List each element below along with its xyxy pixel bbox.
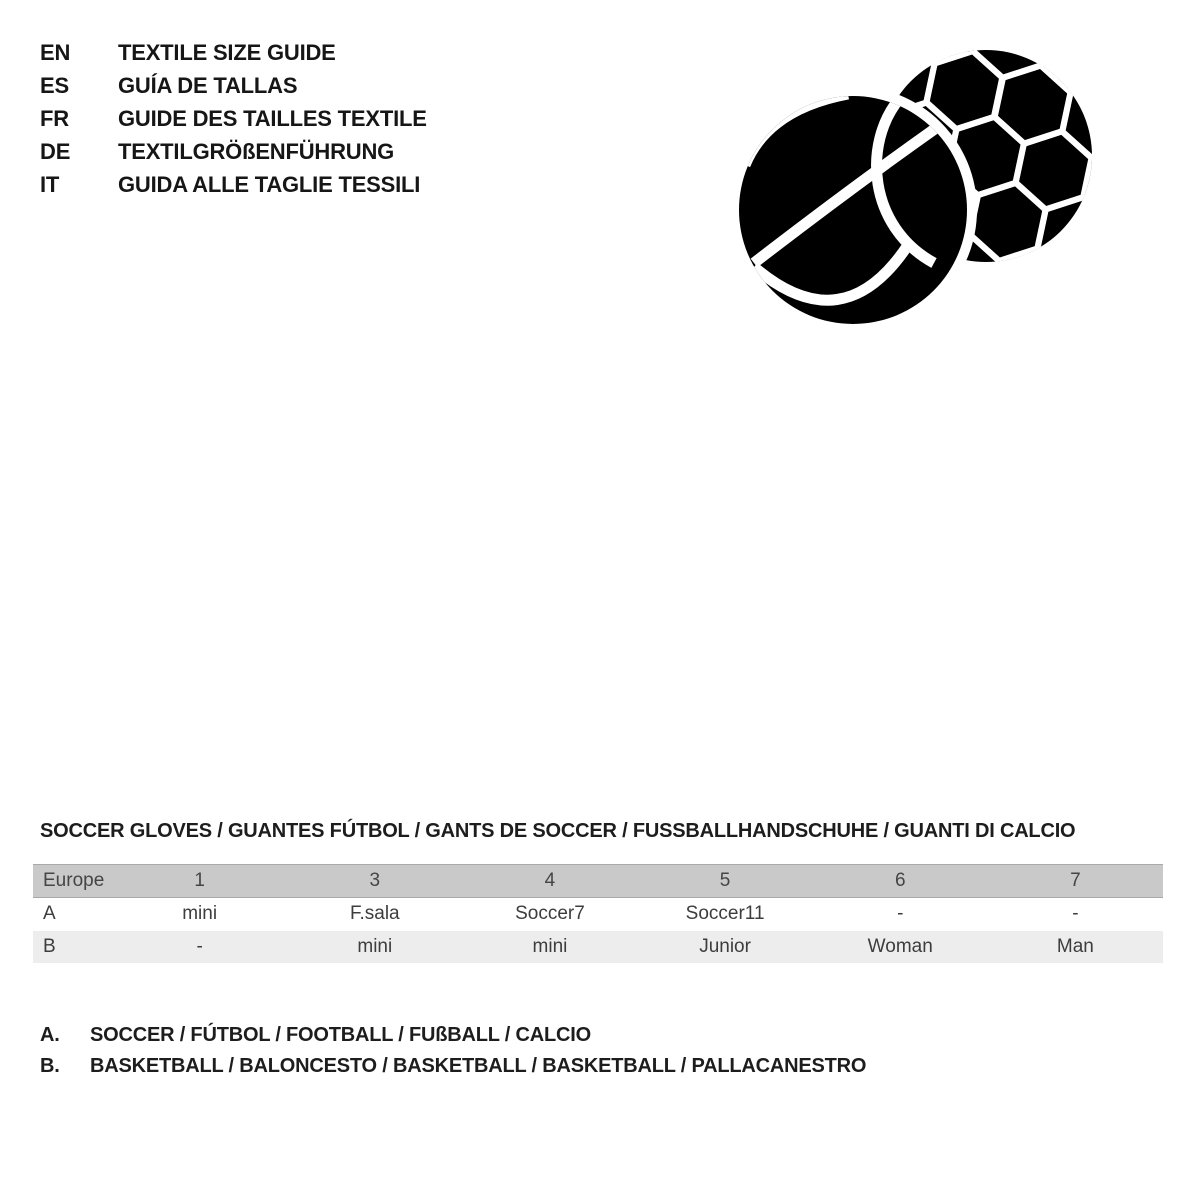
- legend-prefix: A.: [40, 1024, 60, 1046]
- language-guide-list: [40, 36, 427, 201]
- language-item: [40, 168, 427, 201]
- table-cell: mini: [532, 935, 568, 957]
- language-label: GUÍA DE TALLAS: [118, 72, 298, 98]
- table-cell: F.sala: [349, 903, 400, 925]
- legend-item-b: [40, 1051, 866, 1082]
- size-table-title: SOCCER GLOVES / GUANTES FÚTBOL / GANTS DE SOCCER / FUSSBALLHANDSCHUHE / GUANTI DI CALCIO: [40, 820, 1076, 842]
- language-label: TEXTILGRÖßENFÜHRUNG: [118, 138, 395, 164]
- size-table-header-cell: 1: [112, 865, 287, 898]
- language-code: EN: [40, 39, 71, 65]
- language-code: FR: [40, 105, 69, 131]
- basketball-icon: [729, 86, 977, 334]
- table-cell: -: [196, 935, 203, 957]
- table-row-b: [33, 931, 1163, 963]
- legend-text: SOCCER / FÚTBOL / FOOTBALL / FUßBALL / CALCIO: [90, 1024, 591, 1046]
- row-label: B: [43, 935, 56, 957]
- size-table-header-cell: 4: [462, 865, 637, 898]
- legend-item-a: [40, 1020, 866, 1051]
- legend-prefix: B.: [40, 1055, 60, 1077]
- table-cell: Man: [1056, 935, 1094, 957]
- row-label: A: [43, 903, 56, 925]
- size-table-header-cell: 6: [813, 865, 988, 898]
- language-label: GUIDA ALLE TAGLIE TESSILI: [118, 171, 421, 197]
- size-table-header-cell: 7: [988, 865, 1163, 898]
- legend: [40, 1020, 866, 1082]
- table-cell: Soccer11: [685, 903, 765, 925]
- table-cell: -: [1072, 903, 1079, 925]
- table-cell: mini: [182, 903, 218, 925]
- table-cell: -: [897, 903, 904, 925]
- table-cell: mini: [357, 935, 393, 957]
- language-code: DE: [40, 138, 71, 164]
- legend-text: BASKETBALL / BALONCESTO / BASKETBALL / BASKETBALL / PALLACANESTRO: [90, 1055, 867, 1077]
- size-table-header-row: [33, 865, 1163, 898]
- language-item: [40, 69, 427, 102]
- language-item: [40, 102, 427, 135]
- language-item: [40, 135, 427, 168]
- language-label: GUIDE DES TAILLES TEXTILE: [118, 105, 427, 131]
- size-table-header-cell: 3: [287, 865, 462, 898]
- language-item: [40, 36, 427, 69]
- size-table-header-cell: Europe: [33, 865, 112, 898]
- size-table-header-cell: 5: [638, 865, 813, 898]
- size-table: [33, 864, 1163, 963]
- language-code: ES: [40, 72, 69, 98]
- table-row-a: [33, 898, 1163, 931]
- table-cell: Soccer7: [515, 903, 585, 925]
- language-code: IT: [40, 171, 60, 197]
- sports-balls-illustration: [710, 35, 1110, 345]
- table-cell: Woman: [867, 935, 933, 957]
- language-label: TEXTILE SIZE GUIDE: [118, 39, 336, 65]
- table-cell: Junior: [699, 935, 751, 957]
